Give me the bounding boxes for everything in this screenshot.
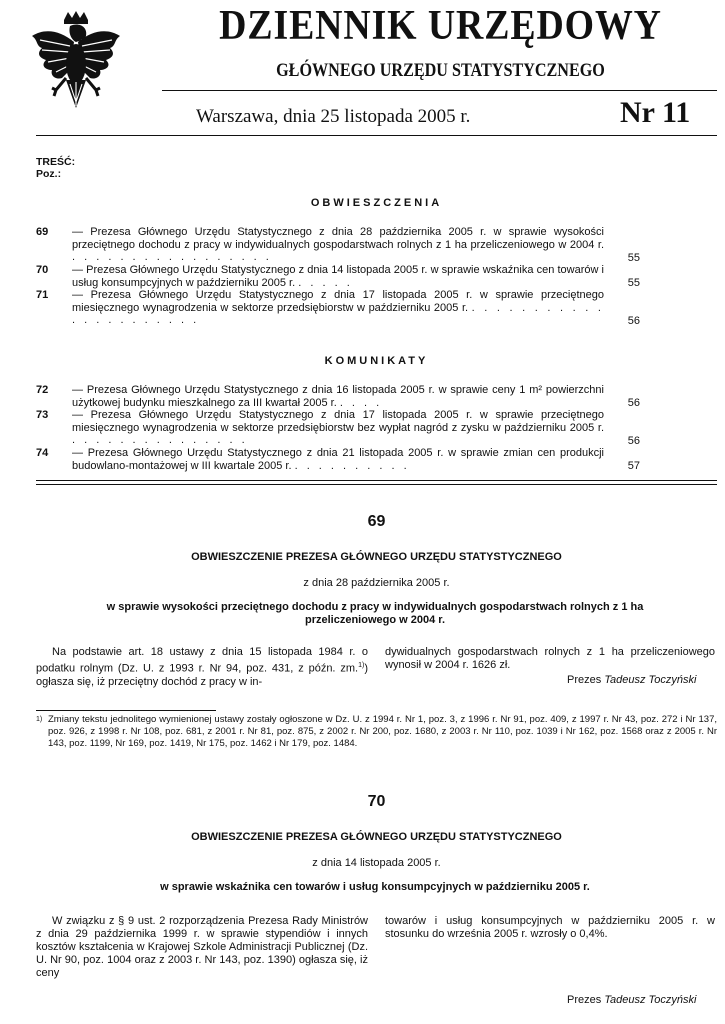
document-body-69-col2: dywidualnych gospodarstwach rolnych z 1 ha przeliczeniowego wynosił w 2004 r. 1626 zł. xyxy=(385,646,715,671)
contents-divider xyxy=(36,480,717,485)
polish-eagle-emblem xyxy=(30,10,122,118)
contents-label: TREŚĆ: xyxy=(36,156,76,168)
footnote-ref: 1) xyxy=(358,662,365,669)
toc-item-text: — Prezesa Głównego Urzędu Statystycznego z dnia 14 listopada 2005 r. w sprawie wskaźnika cen towarów i usług konsumpcyjnych w październiku 2005 r. . . . . . xyxy=(72,264,604,289)
toc-item-page: 56 xyxy=(627,434,640,447)
toc-item-number: 72 xyxy=(36,384,49,396)
issue-number: Nr 11 xyxy=(620,96,691,129)
toc-item-text: — Prezesa Głównego Urzędu Statystycznego z dnia 17 listopada 2005 r. w sprawie przeciętnego miesięcznego wynagrodzenia w sektorze przedsiębiorstw bez wypłat nagród z zysku w październiku 2005 r. . . . . . . . . . . . . . . . xyxy=(72,409,604,446)
toc-item[interactable] xyxy=(36,226,640,264)
document-body-70-col2: towarów i usług konsumpcyjnych w październiku 2005 r. w stosunku do września 2005 r. wzrosły o 0,4%. xyxy=(385,915,715,940)
toc-item-page: 56 xyxy=(627,314,640,327)
document-body-69-col1: Na podstawie art. 18 ustawy z dnia 15 listopada 1984 r. o podatku rolnym (Dz. U. z 1993 r. Nr 94, poz. 431, z późn. zm.$^{1)}$) ogłasza się, iż przeciętny dochód z pracy w in- xyxy=(36,646,368,688)
toc-item[interactable] xyxy=(36,264,640,289)
toc-item[interactable] xyxy=(36,447,640,472)
masthead-bottom-rule xyxy=(36,135,717,136)
footnote-rule xyxy=(36,710,216,711)
toc-item-page: 55 xyxy=(627,251,640,264)
toc-item[interactable] xyxy=(36,289,640,327)
toc-item-page: 55 xyxy=(627,276,640,289)
toc-section-obwieszczenia xyxy=(36,226,640,327)
signature-name: Tadeusz Toczyński xyxy=(604,994,697,1006)
signature-role: Prezes xyxy=(567,994,602,1006)
signature-69 xyxy=(567,674,696,686)
toc-item[interactable] xyxy=(36,384,640,409)
document-body-70-col1: W związku z § 9 ust. 2 rozporządzenia Prezesa Rady Ministrów z dnia 29 października 1999 r. w sprawie stypendiów i innych kosztów kształcenia w Krajowej Szkole Administracji Publicznej (Dz. U. Nr 90, poz. 1004 oraz z 2003 r. Nr 143, poz. 1390) ogłasza się, iż ceny xyxy=(36,915,368,979)
signature-role: Prezes xyxy=(567,674,602,686)
toc-item-text: — Prezesa Głównego Urzędu Statystycznego z dnia 21 listopada 2005 r. w sprawie zmian cen produkcji budowlano-montażowej w III kwartale 2005 r. . . . . . . . . . . xyxy=(72,447,604,472)
section-heading-komunikaty: KOMUNIKATY xyxy=(324,355,429,367)
signature-70 xyxy=(567,994,696,1006)
toc-item-page: 56 xyxy=(627,396,640,409)
toc-item-text: — Prezesa Głównego Urzędu Statystycznego z dnia 16 listopada 2005 r. w sprawie ceny 1 m² powierzchni użytkowej budynku mieszkalnego za III kwartał 2005 r. . . . . xyxy=(72,384,604,409)
document-date-70: z dnia 14 listopada 2005 r. xyxy=(312,857,441,869)
section-heading-obwieszczenia: OBWIESZCZENIA xyxy=(310,197,443,209)
document-number-69: 69 xyxy=(367,513,386,530)
toc-item-number: 70 xyxy=(36,264,49,276)
toc-item-page: 57 xyxy=(627,459,640,472)
issue-place-date: Warszawa, dnia 25 listopada 2005 r. xyxy=(196,106,471,127)
document-subject-69: w sprawie wysokości przeciętnego dochodu z pracy w indywidualnych gospodarstwach rolnych z 1 ha przeliczeniowego w 2004 r. xyxy=(106,601,644,626)
signature-name: Tadeusz Toczyński xyxy=(604,674,697,686)
document-heading-69: OBWIESZCZENIE PREZESA GŁÓWNEGO URZĘDU STATYSTYCZNEGO xyxy=(191,551,562,563)
document-subject-70: w sprawie wskaźnika cen towarów i usług konsumpcyjnych w październiku 2005 r. xyxy=(160,881,590,893)
toc-item-number: 74 xyxy=(36,447,49,459)
toc-item-text: — Prezesa Głównego Urzędu Statystycznego z dnia 17 listopada 2005 r. w sprawie przeciętnego miesięcznego wynagrodzenia w sektorze przedsiębiorstw w październiku 2005 r. . . . . . . . . . . . . . . . . . . . . . . xyxy=(72,289,604,326)
document-date-69: z dnia 28 października 2005 r. xyxy=(303,577,450,589)
toc-item-text: — Prezesa Głównego Urzędu Statystycznego z dnia 28 października 2005 r. w sprawie wysokości przeciętnego dochodu z pracy w indywidualnych gospodarstwach rolnych z 1 ha przeliczeniowego w 2004 r. . . . . . . . . . . . . . . . . . xyxy=(72,226,604,263)
footnote-69: 1) Zmiany tekstu jednolitego wymienionej ustawy zostały ogłoszone w Dz. U. z 1994 r. Nr 1, poz. 3, z 1996 r. Nr 91, poz. 409, z 1997 r. Nr 43, poz. 272 i Nr 137, poz. 926, z 1998 r. Nr 108, poz. 681, z 2001 r. Nr 81, poz. 875, z 2002 r. Nr 200, poz. 1680, z 2003 r. Nr 110, poz. 1039 i Nr 162, poz. 1568 oraz z 2005 r. Nr 143, poz. 1199, Nr 169, poz. 1419, Nr 175, poz. 1462 i Nr 179, poz. 1484. xyxy=(36,714,717,749)
document-heading-70: OBWIESZCZENIE PREZESA GŁÓWNEGO URZĘDU STATYSTYCZNEGO xyxy=(191,831,562,843)
toc-item-number: 73 xyxy=(36,409,49,421)
toc-item-number: 71 xyxy=(36,289,49,301)
toc-item[interactable] xyxy=(36,409,640,447)
position-label: Poz.: xyxy=(36,168,62,180)
toc-section-komunikaty xyxy=(36,384,640,472)
masthead-rule xyxy=(162,90,717,91)
journal-subtitle: GŁÓWNEGO URZĘDU STATYSTYCZNEGO xyxy=(276,60,605,81)
journal-title: DZIENNIK URZĘDOWY xyxy=(219,3,662,49)
footnote-mark: 1) xyxy=(36,716,43,723)
document-number-70: 70 xyxy=(367,793,386,810)
toc-item-number: 69 xyxy=(36,226,49,238)
